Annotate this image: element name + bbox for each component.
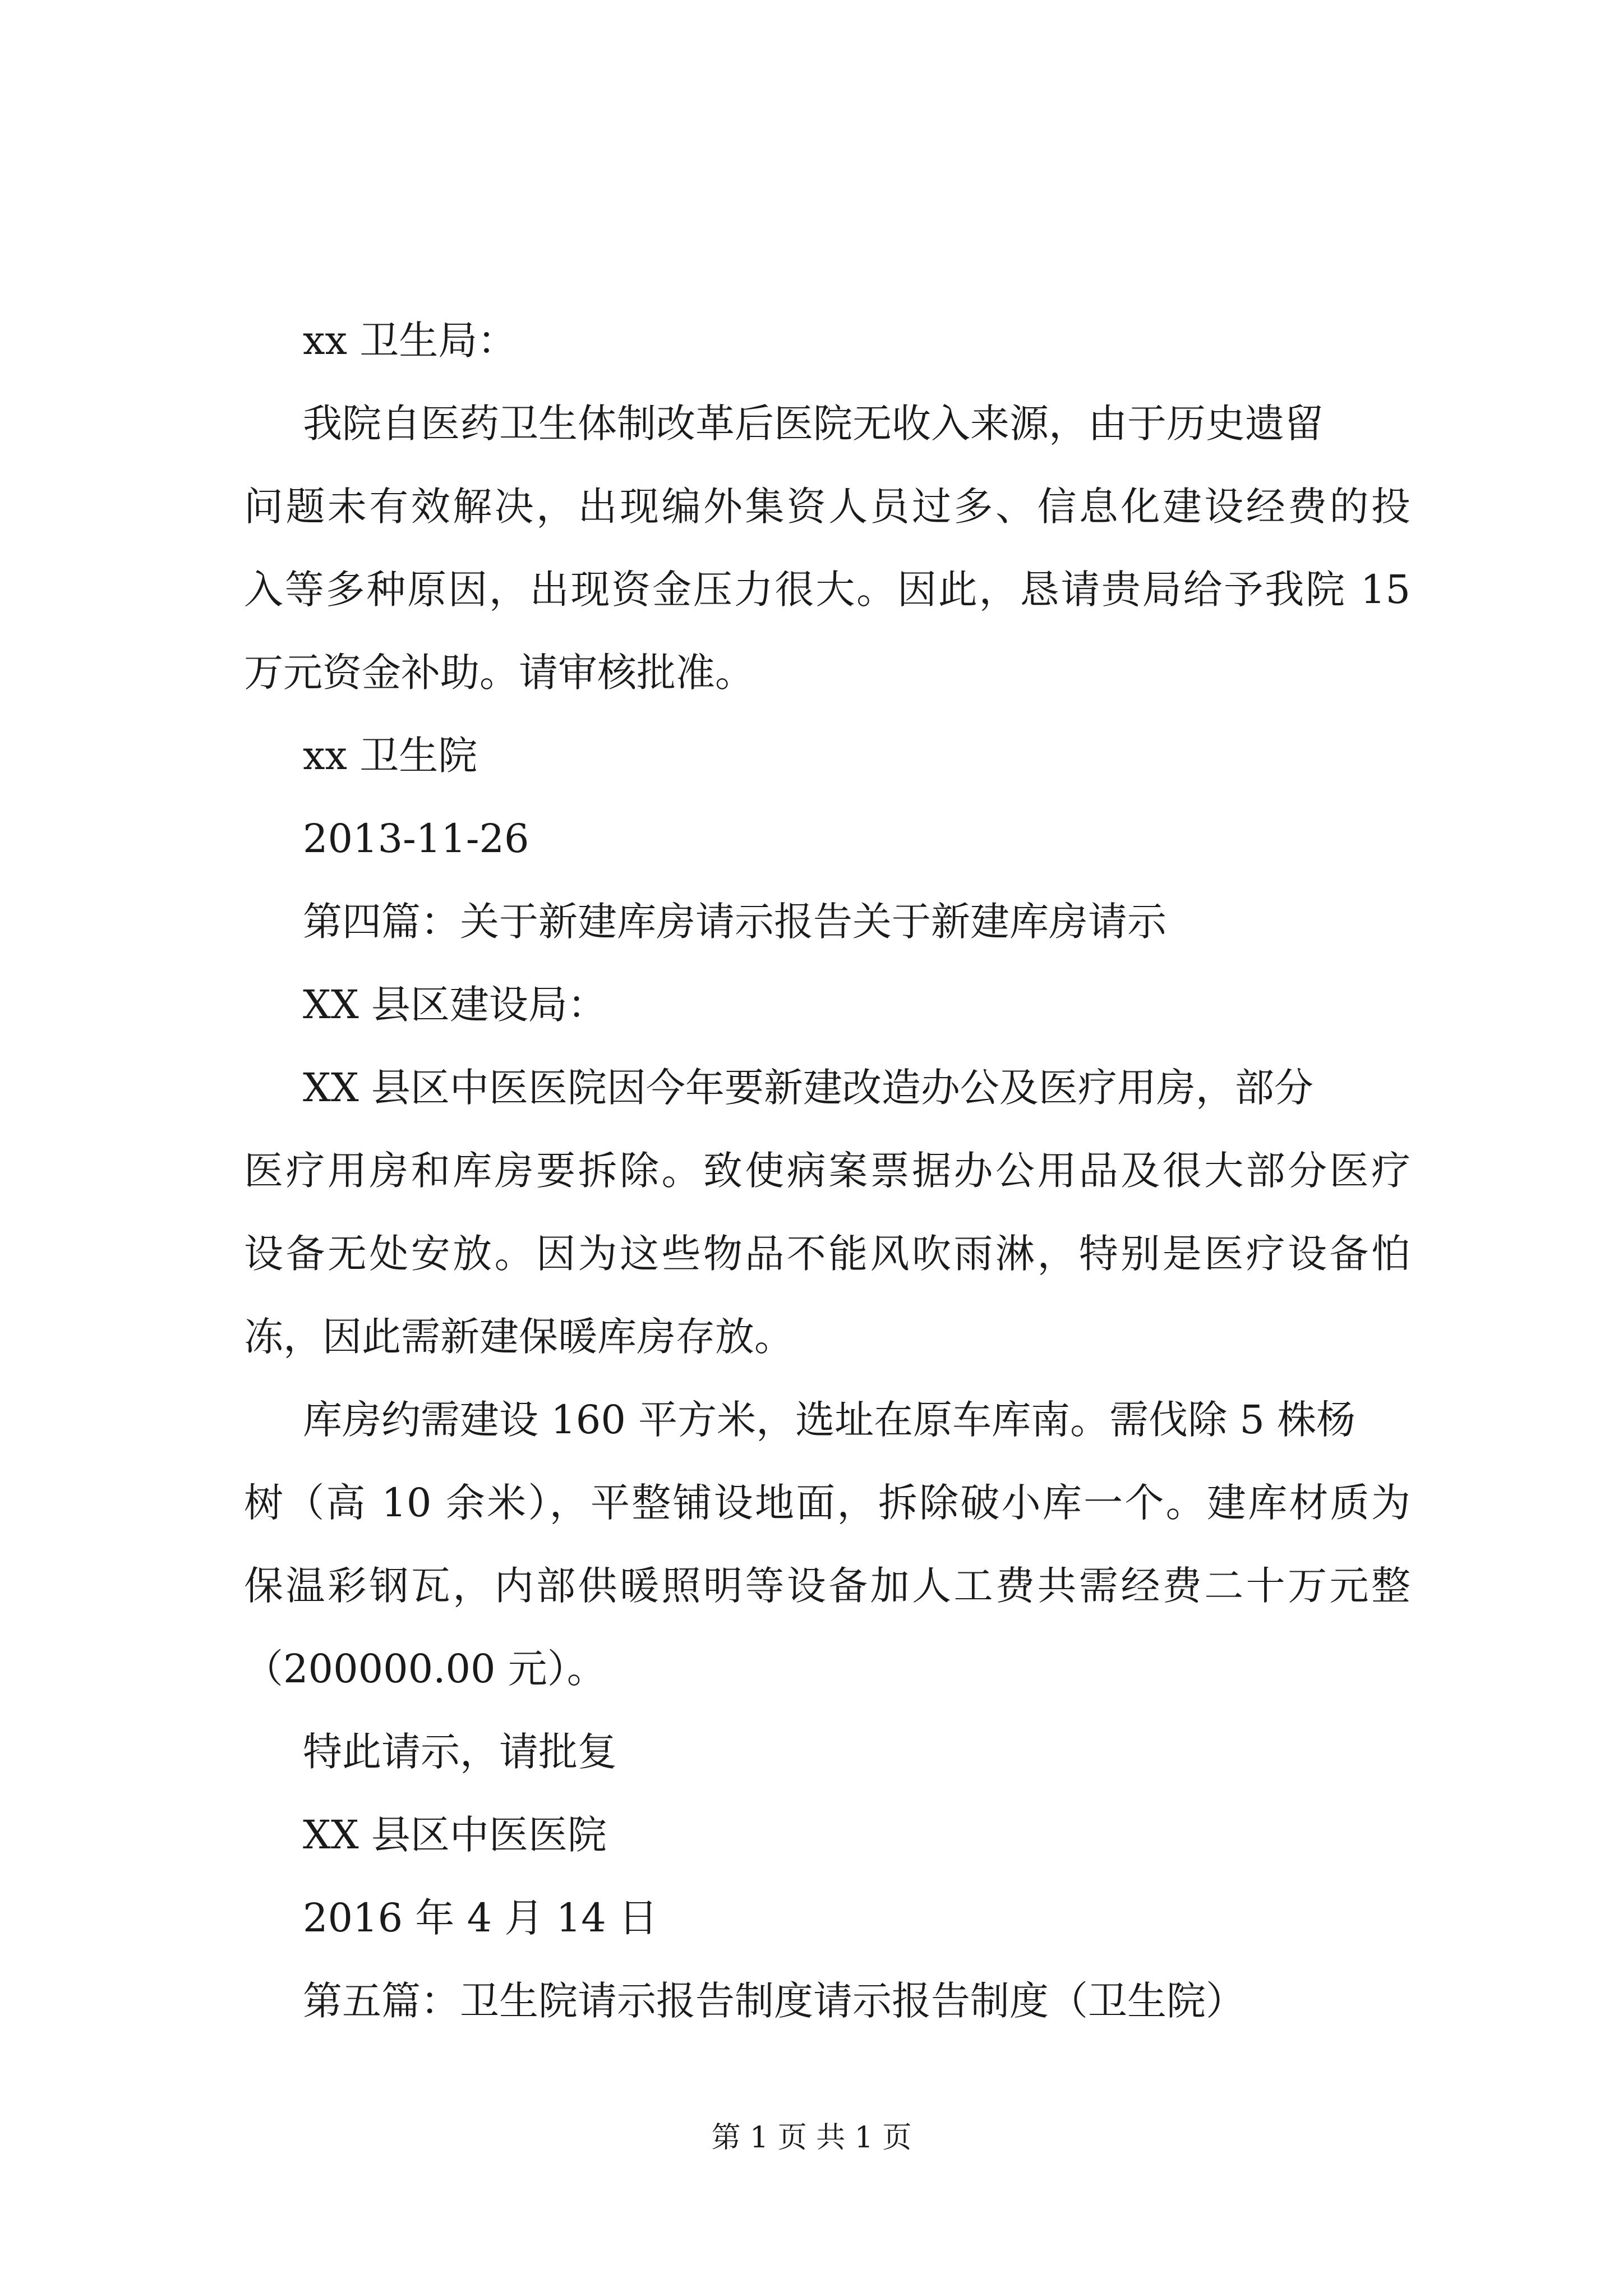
paragraph-line: （200000.00 元）。: [244, 1646, 606, 1692]
paragraph-line: 树（高 10 余米），平整铺设地面，拆除破小库一个。建库材质为: [244, 1480, 1410, 1526]
page-footer: 第 1 页 共 1 页: [711, 2121, 912, 2155]
date-line: 2016 年 4 月 14 日: [303, 1895, 658, 1941]
section-heading-5: 第五篇：卫生院请示报告制度请示报告制度（卫生院）: [303, 1978, 1245, 2024]
paragraph-line: 库房约需建设 160 平方米，选址在原车库南。需伐除 5 株杨: [303, 1397, 1356, 1443]
paragraph-line: 医疗用房和库房要拆除。致使病案票据办公用品及很大部分医疗: [244, 1148, 1410, 1194]
salutation-construction-bureau: XX 县区建设局：: [303, 982, 607, 1028]
section-heading-4: 第四篇：关于新建库房请示报告关于新建库房请示: [303, 899, 1166, 945]
paragraph-line: 万元资金补助。请审核批准。: [244, 650, 754, 696]
date-line: 2013-11-26: [303, 816, 529, 862]
closing-request: 特此请示，请批复: [303, 1729, 617, 1775]
paragraph-line: 保温彩钢瓦，内部供暖照明等设备加人工费共需经费二十万元整: [244, 1563, 1410, 1609]
paragraph-line: XX 县区中医医院因今年要新建改造办公及医疗用房，部分: [303, 1065, 1313, 1111]
paragraph-line: 冻，因此需新建保暖库房存放。: [244, 1314, 794, 1360]
signature-health-center: xx 卫生院: [303, 733, 478, 779]
paragraph-line: 设备无处安放。因为这些物品不能风吹雨淋，特别是医疗设备怕: [244, 1231, 1410, 1277]
salutation-health-bureau: xx 卫生局：: [303, 318, 517, 364]
signature-hospital: XX 县区中医医院: [303, 1812, 607, 1858]
paragraph-line: 我院自医药卫生体制改革后医院无收入来源，由于历史遗留: [303, 401, 1324, 447]
paragraph-line: 问题未有效解决，出现编外集资人员过多、信息化建设经费的投: [244, 484, 1410, 530]
paragraph-line: 入等多种原因，出现资金压力很大。因此，恳请贵局给予我院 15: [244, 567, 1410, 613]
